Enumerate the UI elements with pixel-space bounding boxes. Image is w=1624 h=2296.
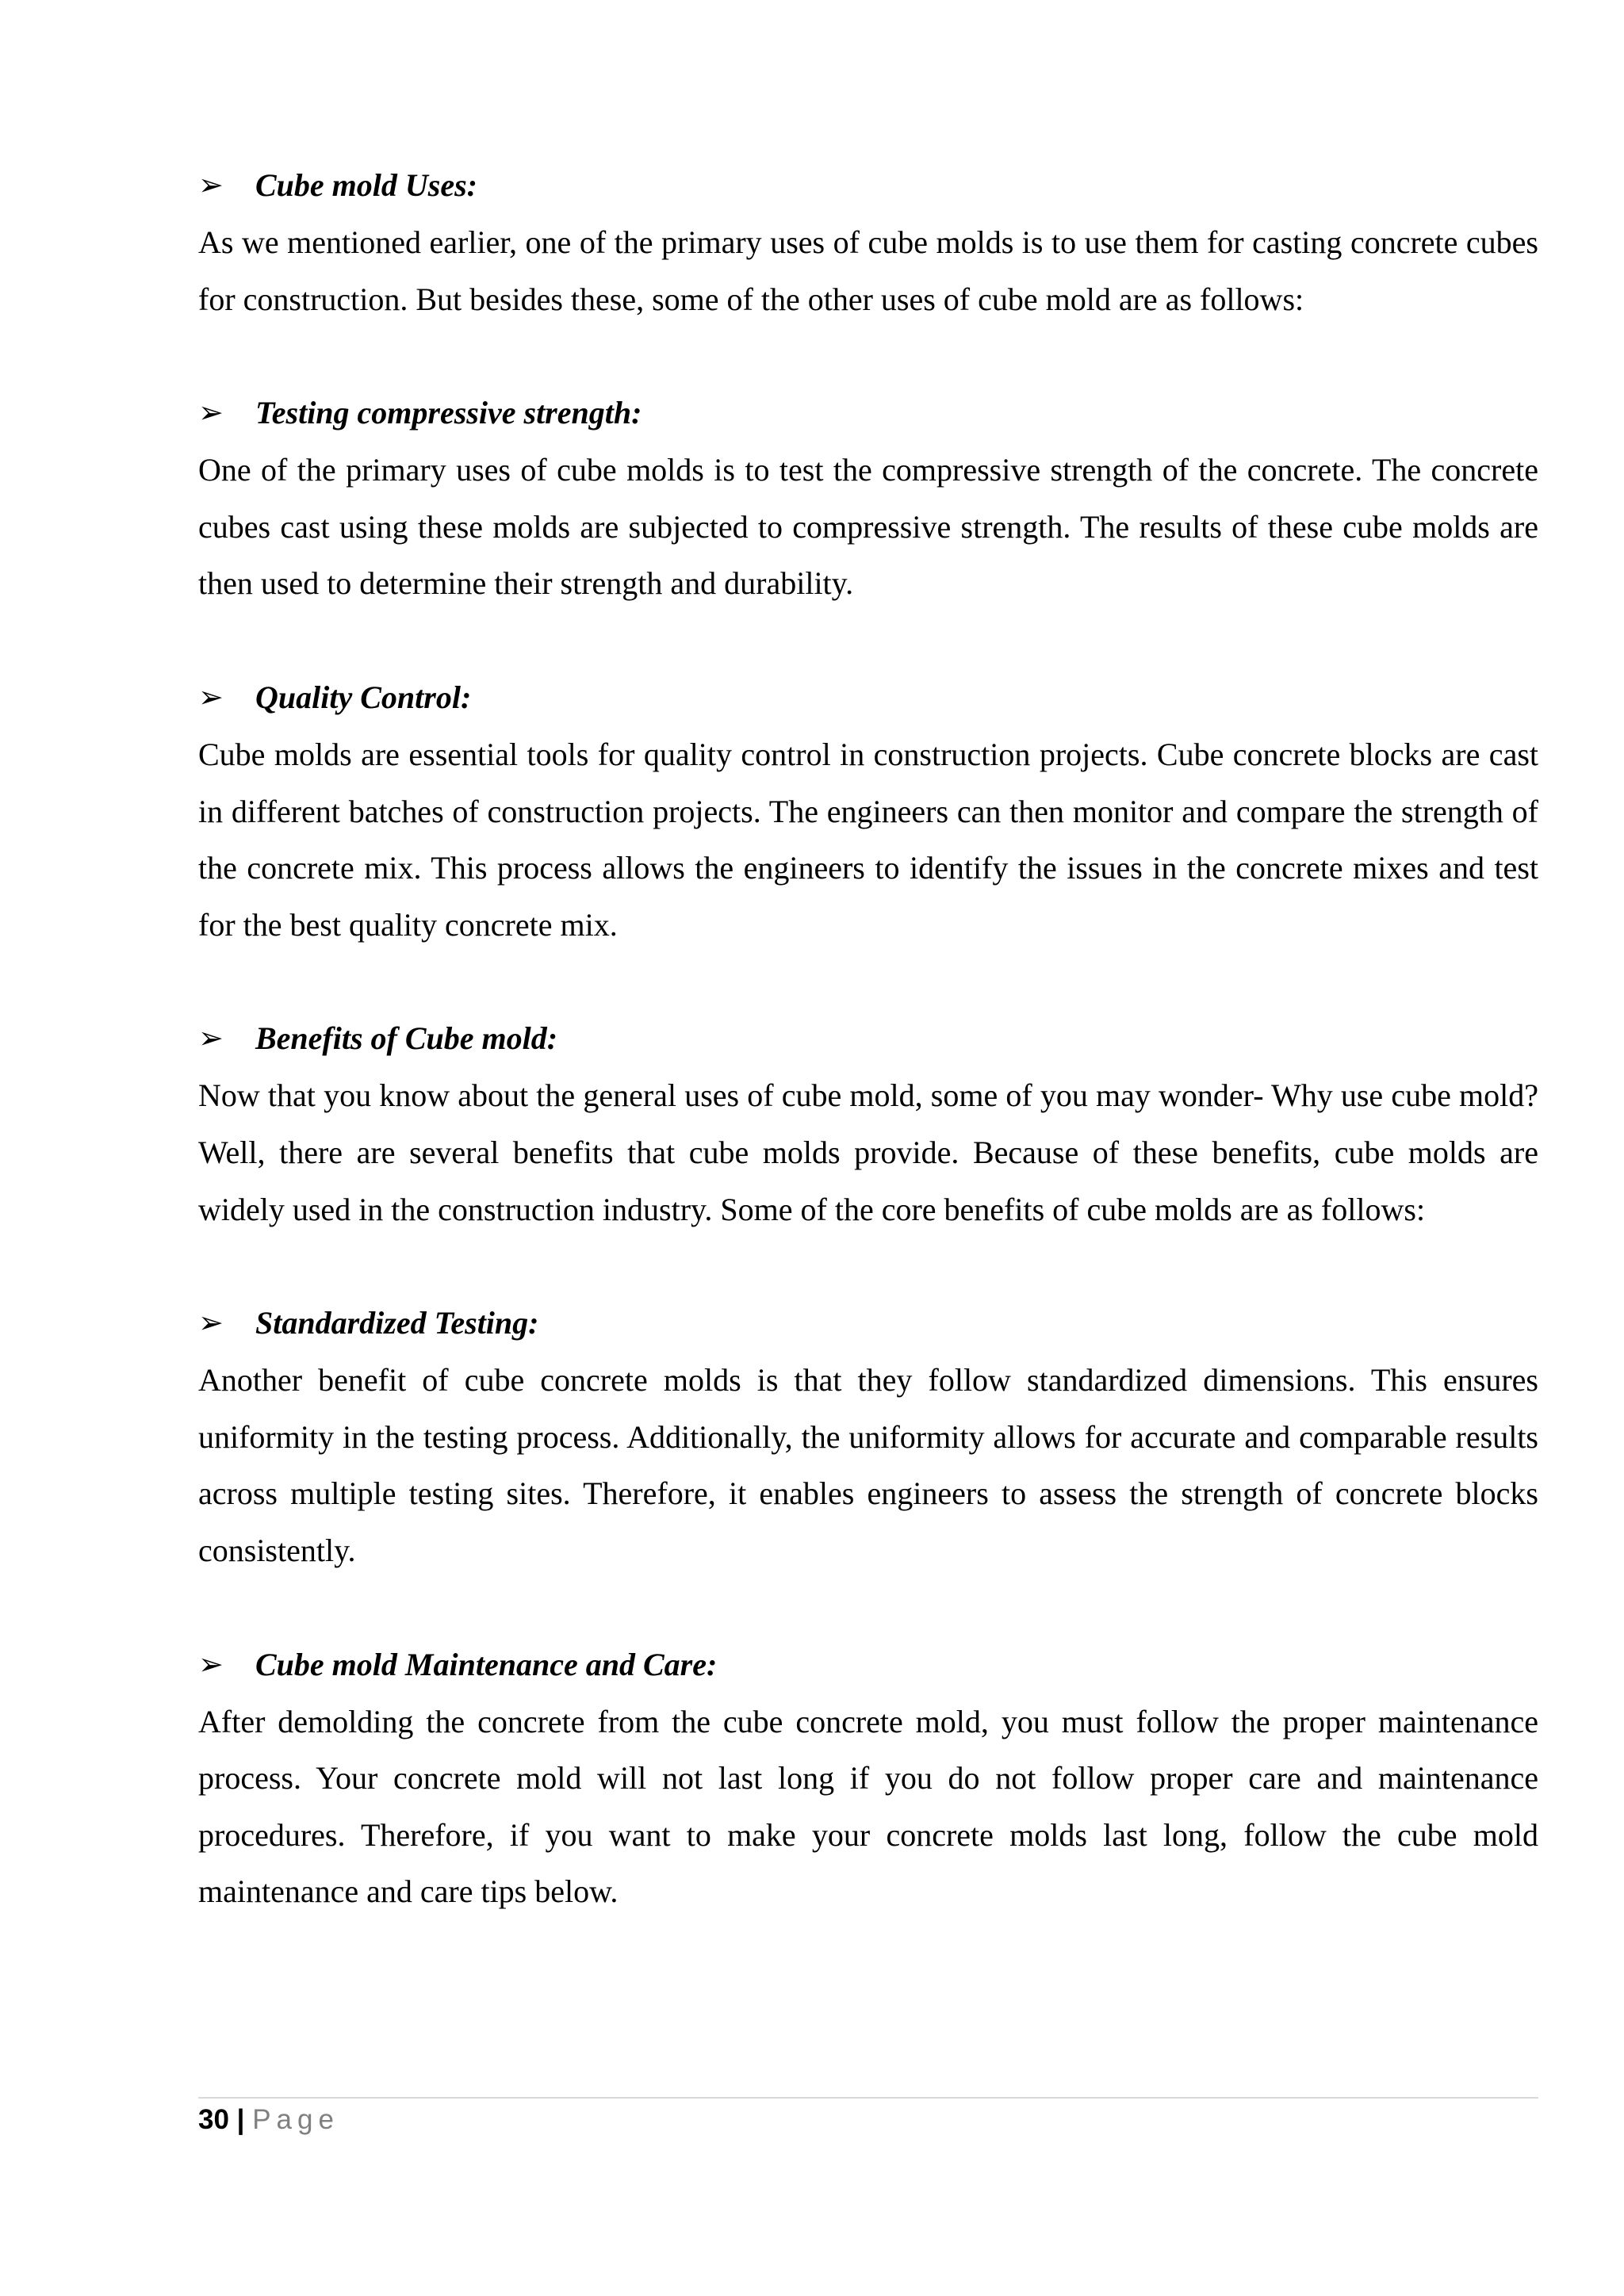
document-body (198, 157, 1538, 1977)
footer-divider (198, 2097, 1538, 2099)
section-maintenance-and-care (198, 1636, 1538, 1920)
page-label: Page (252, 2104, 339, 2135)
arrowhead-bullet-icon: ➢ (198, 1022, 224, 1056)
arrowhead-bullet-icon: ➢ (198, 680, 224, 714)
section-heading (198, 385, 1538, 442)
section-quality-control (198, 669, 1538, 953)
section-heading-text: Quality Control: (255, 679, 472, 715)
section-paragraph: Now that you know about the general uses of cube mold, some of you may wonder- Why use cube mold? Well, there are several benefits that cube molds provide. Because of these benefits, cube molds are widely used in the construction industry. Some of the core benefits of cube molds are as follows: (198, 1077, 1538, 1227)
section-heading-text: Cube mold Maintenance and Care: (255, 1646, 718, 1682)
section-paragraph: Another benefit of cube concrete molds is that they follow standardized dimensions. This ensures uniformity in the testing process. Additionally, the uniformity allows for accurate and comparable results across multiple testing sites. Therefore, it enables engineers to assess the strength of concrete blocks consistently. (198, 1362, 1538, 1568)
arrowhead-bullet-icon: ➢ (198, 396, 224, 430)
section-paragraph: After demolding the concrete from the cube concrete mold, you must follow the proper maintenance process. Your concrete mold will not last long if you do not follow proper care and maintenance procedures. Therefore, if you want to make your concrete molds last long, follow the cube mold maintenance and care tips below. (198, 1703, 1538, 1910)
arrowhead-bullet-icon: ➢ (198, 169, 224, 202)
section-heading-text: Cube mold Uses: (255, 167, 477, 203)
section-heading (198, 1295, 1538, 1352)
page-number: 30 (198, 2104, 229, 2135)
section-heading-text: Standardized Testing: (255, 1305, 539, 1341)
section-testing-compressive-strength (198, 385, 1538, 612)
section-standardized-testing (198, 1295, 1538, 1578)
section-paragraph: As we mentioned earlier, one of the primary uses of cube molds is to use them for casting concrete cubes for construction. But besides these, some of the other uses of cube mold are as follows: (198, 224, 1538, 317)
section-cube-mold-uses (198, 157, 1538, 327)
section-benefits-of-cube-mold (198, 1010, 1538, 1238)
section-heading (198, 669, 1538, 726)
footer-separator: | (236, 2104, 245, 2135)
page-footer (198, 2103, 339, 2137)
arrowhead-bullet-icon: ➢ (198, 1307, 224, 1341)
section-heading-text: Benefits of Cube mold: (255, 1020, 558, 1057)
section-heading (198, 1636, 1538, 1693)
section-paragraph: One of the primary uses of cube molds is to test the compressive strength of the concrete. The concrete cubes cast using these molds are subjected to compressive strength. The results of these cube molds are then used to determine their strength and durability. (198, 452, 1538, 602)
section-heading (198, 1010, 1538, 1067)
section-heading (198, 157, 1538, 214)
section-paragraph: Cube molds are essential tools for quality control in construction projects. Cube concrete blocks are cast in different batches of construction projects. The engineers can then monitor and compare the strength of the concrete mix. This process allows the engineers to identify the issues in the concrete mixes and test for the best quality concrete mix. (198, 736, 1538, 943)
arrowhead-bullet-icon: ➢ (198, 1647, 224, 1682)
section-heading-text: Testing compressive strength: (255, 395, 642, 431)
